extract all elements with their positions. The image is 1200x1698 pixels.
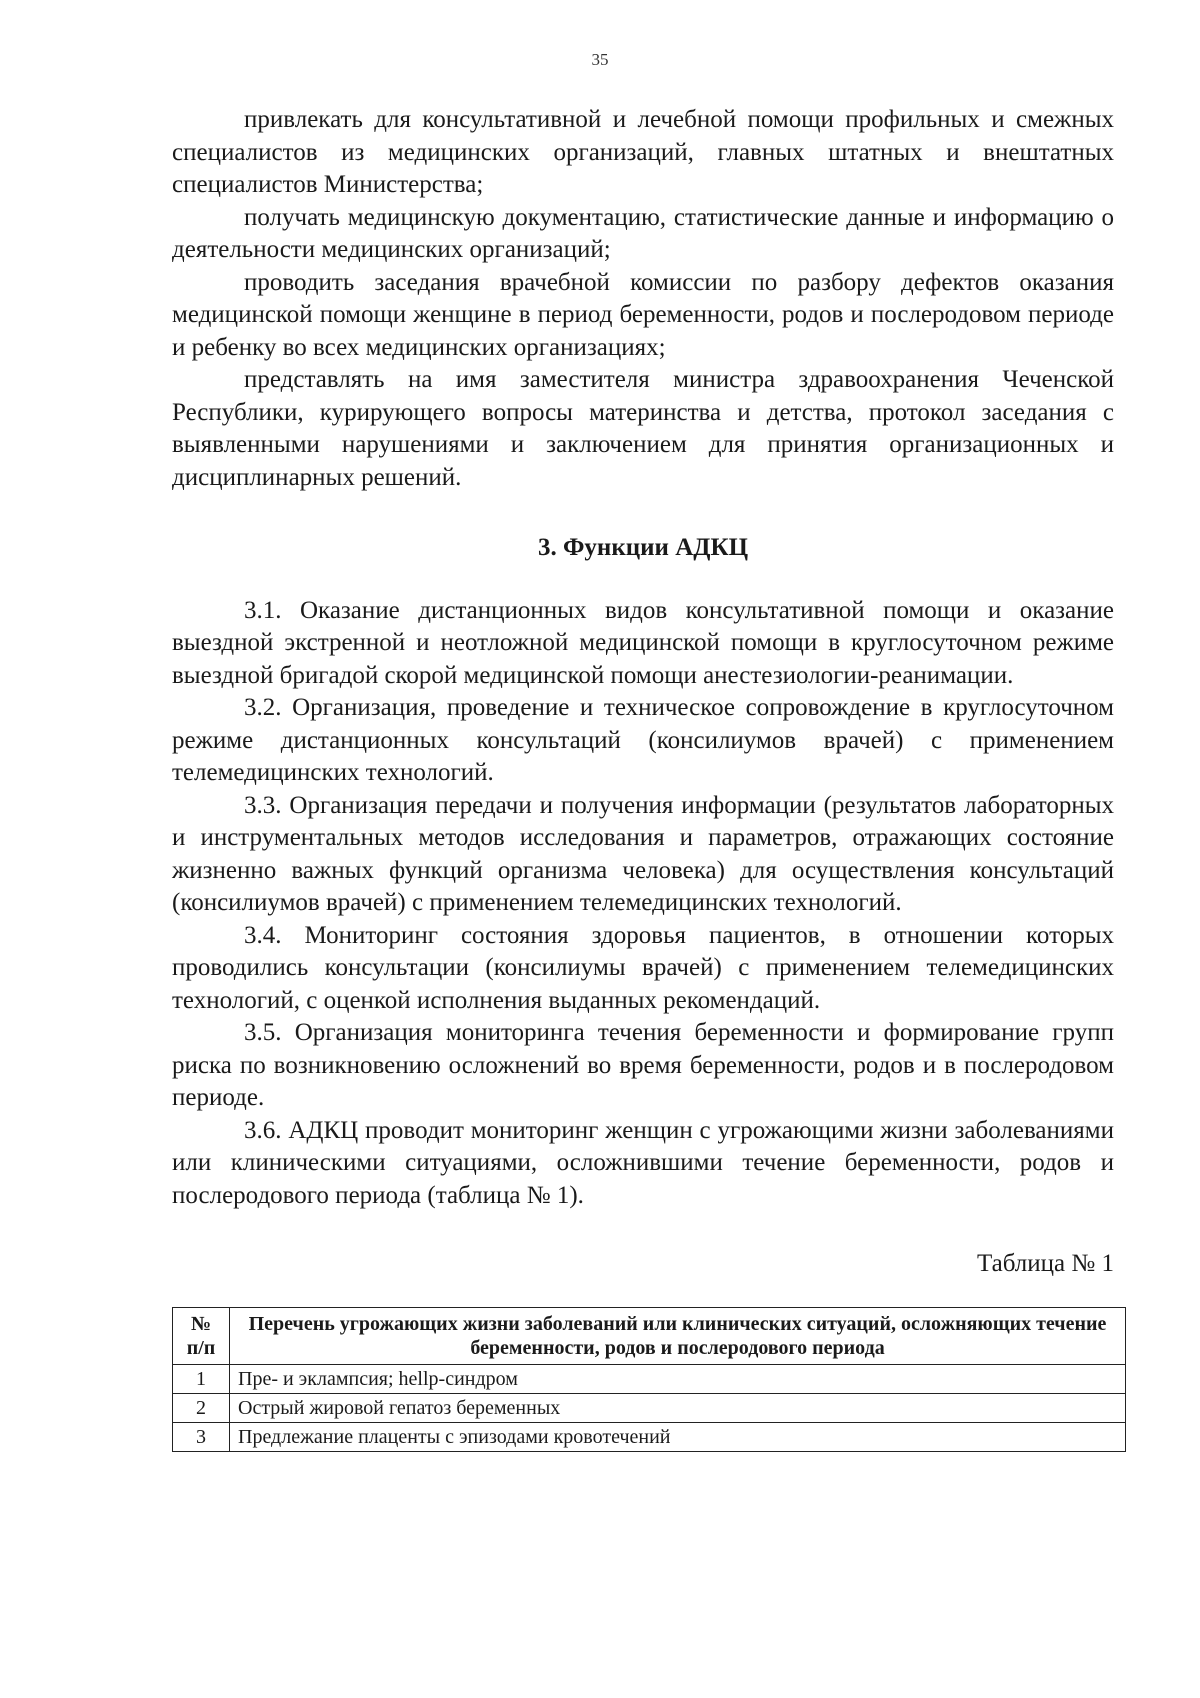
table-caption: Таблица № 1 [976,1250,1114,1277]
paragraph: привлекать для консультативной и лечебной помощи профильных и смежных специалистов из медицинских организаций, главных штатных и внештатных специалистов Министерства; [172,106,1114,198]
paragraph: представлять на имя заместителя министра здравоохранения Чеченской Республики, курирующего вопросы материнства и детства, протокол заседания с выявленными нарушениями и заключением для принятия организационных и дисциплинарных решений. [172,366,1114,491]
section-paragraph: 3.3. Организация передачи и получения информации (результатов лабораторных и инструментальных методов исследования и параметров, отражающих состояние жизненно важных функций организма человека) для осуществления консультаций (консилиумов врачей) с применением телемедицинских технологий. [172,791,1114,916]
row-text: Предлежание плаценты с эпизодами кровотечений [230,1422,1126,1451]
table-row [173,1393,1126,1422]
section-paragraph: 3.1. Оказание дистанционных видов консультативной помощи и оказание выездной экстренной и неотложной медицинской помощи в круглосуточном режиме выездной бригадой скорой медицинской помощи анестезиологии-реанимации. [172,596,1114,689]
row-text: Острый жировой гепатоз беременных [230,1393,1126,1422]
risk-conditions-table [172,1307,1126,1452]
table-row [173,1364,1126,1393]
table-row [173,1422,1126,1451]
paragraph: проводить заседания врачебной комиссии по разбору дефектов оказания медицинской помощи женщине в период беременности, родов и послеродовом периоде и ребенку во всех медицинских организациях; [172,268,1114,361]
row-text: Пре- и эклампсия; hellp-синдром [230,1364,1126,1393]
document-body [172,104,1114,1452]
paragraph: получать медицинскую документацию, статистические данные и информацию о деятельности медицинских организаций; [172,203,1114,263]
header-title: Перечень угрожающих жизни заболеваний или клинических ситуаций, осложняющих течение беременности, родов и послеродового периода [230,1307,1126,1364]
table-header-row [173,1307,1126,1364]
row-number: 2 [173,1393,230,1422]
section-paragraph: 3.5. Организация мониторинга течения беременности и формирование групп риска по возникновению осложнений во время беременности, родов и в послеродовом периоде. [172,1019,1114,1111]
row-number: 3 [173,1422,230,1451]
section-paragraph: 3.2. Организация, проведение и техническое сопровождение в круглосуточном режиме дистанционных консультаций (консилиумов врачей) с применением телемедицинских технологий. [172,694,1114,786]
section-paragraph: 3.6. АДКЦ проводит мониторинг женщин с угрожающими жизни заболеваниями или клиническими ситуациями, осложнившими течение беременности, родов и послеродового периода (таблица № 1). [172,1116,1114,1209]
page-number: 35 [591,50,609,69]
row-number: 1 [173,1364,230,1393]
section-heading: 3. Функции АДКЦ [537,534,749,561]
header-number: № п/п [173,1307,230,1364]
section-paragraph: 3.4. Мониторинг состояния здоровья пациентов, в отношении которых проводились консультации (консилиумы врачей) с применением телемедицинских технологий, с оценкой исполнения выданных рекомендаций. [172,921,1114,1014]
